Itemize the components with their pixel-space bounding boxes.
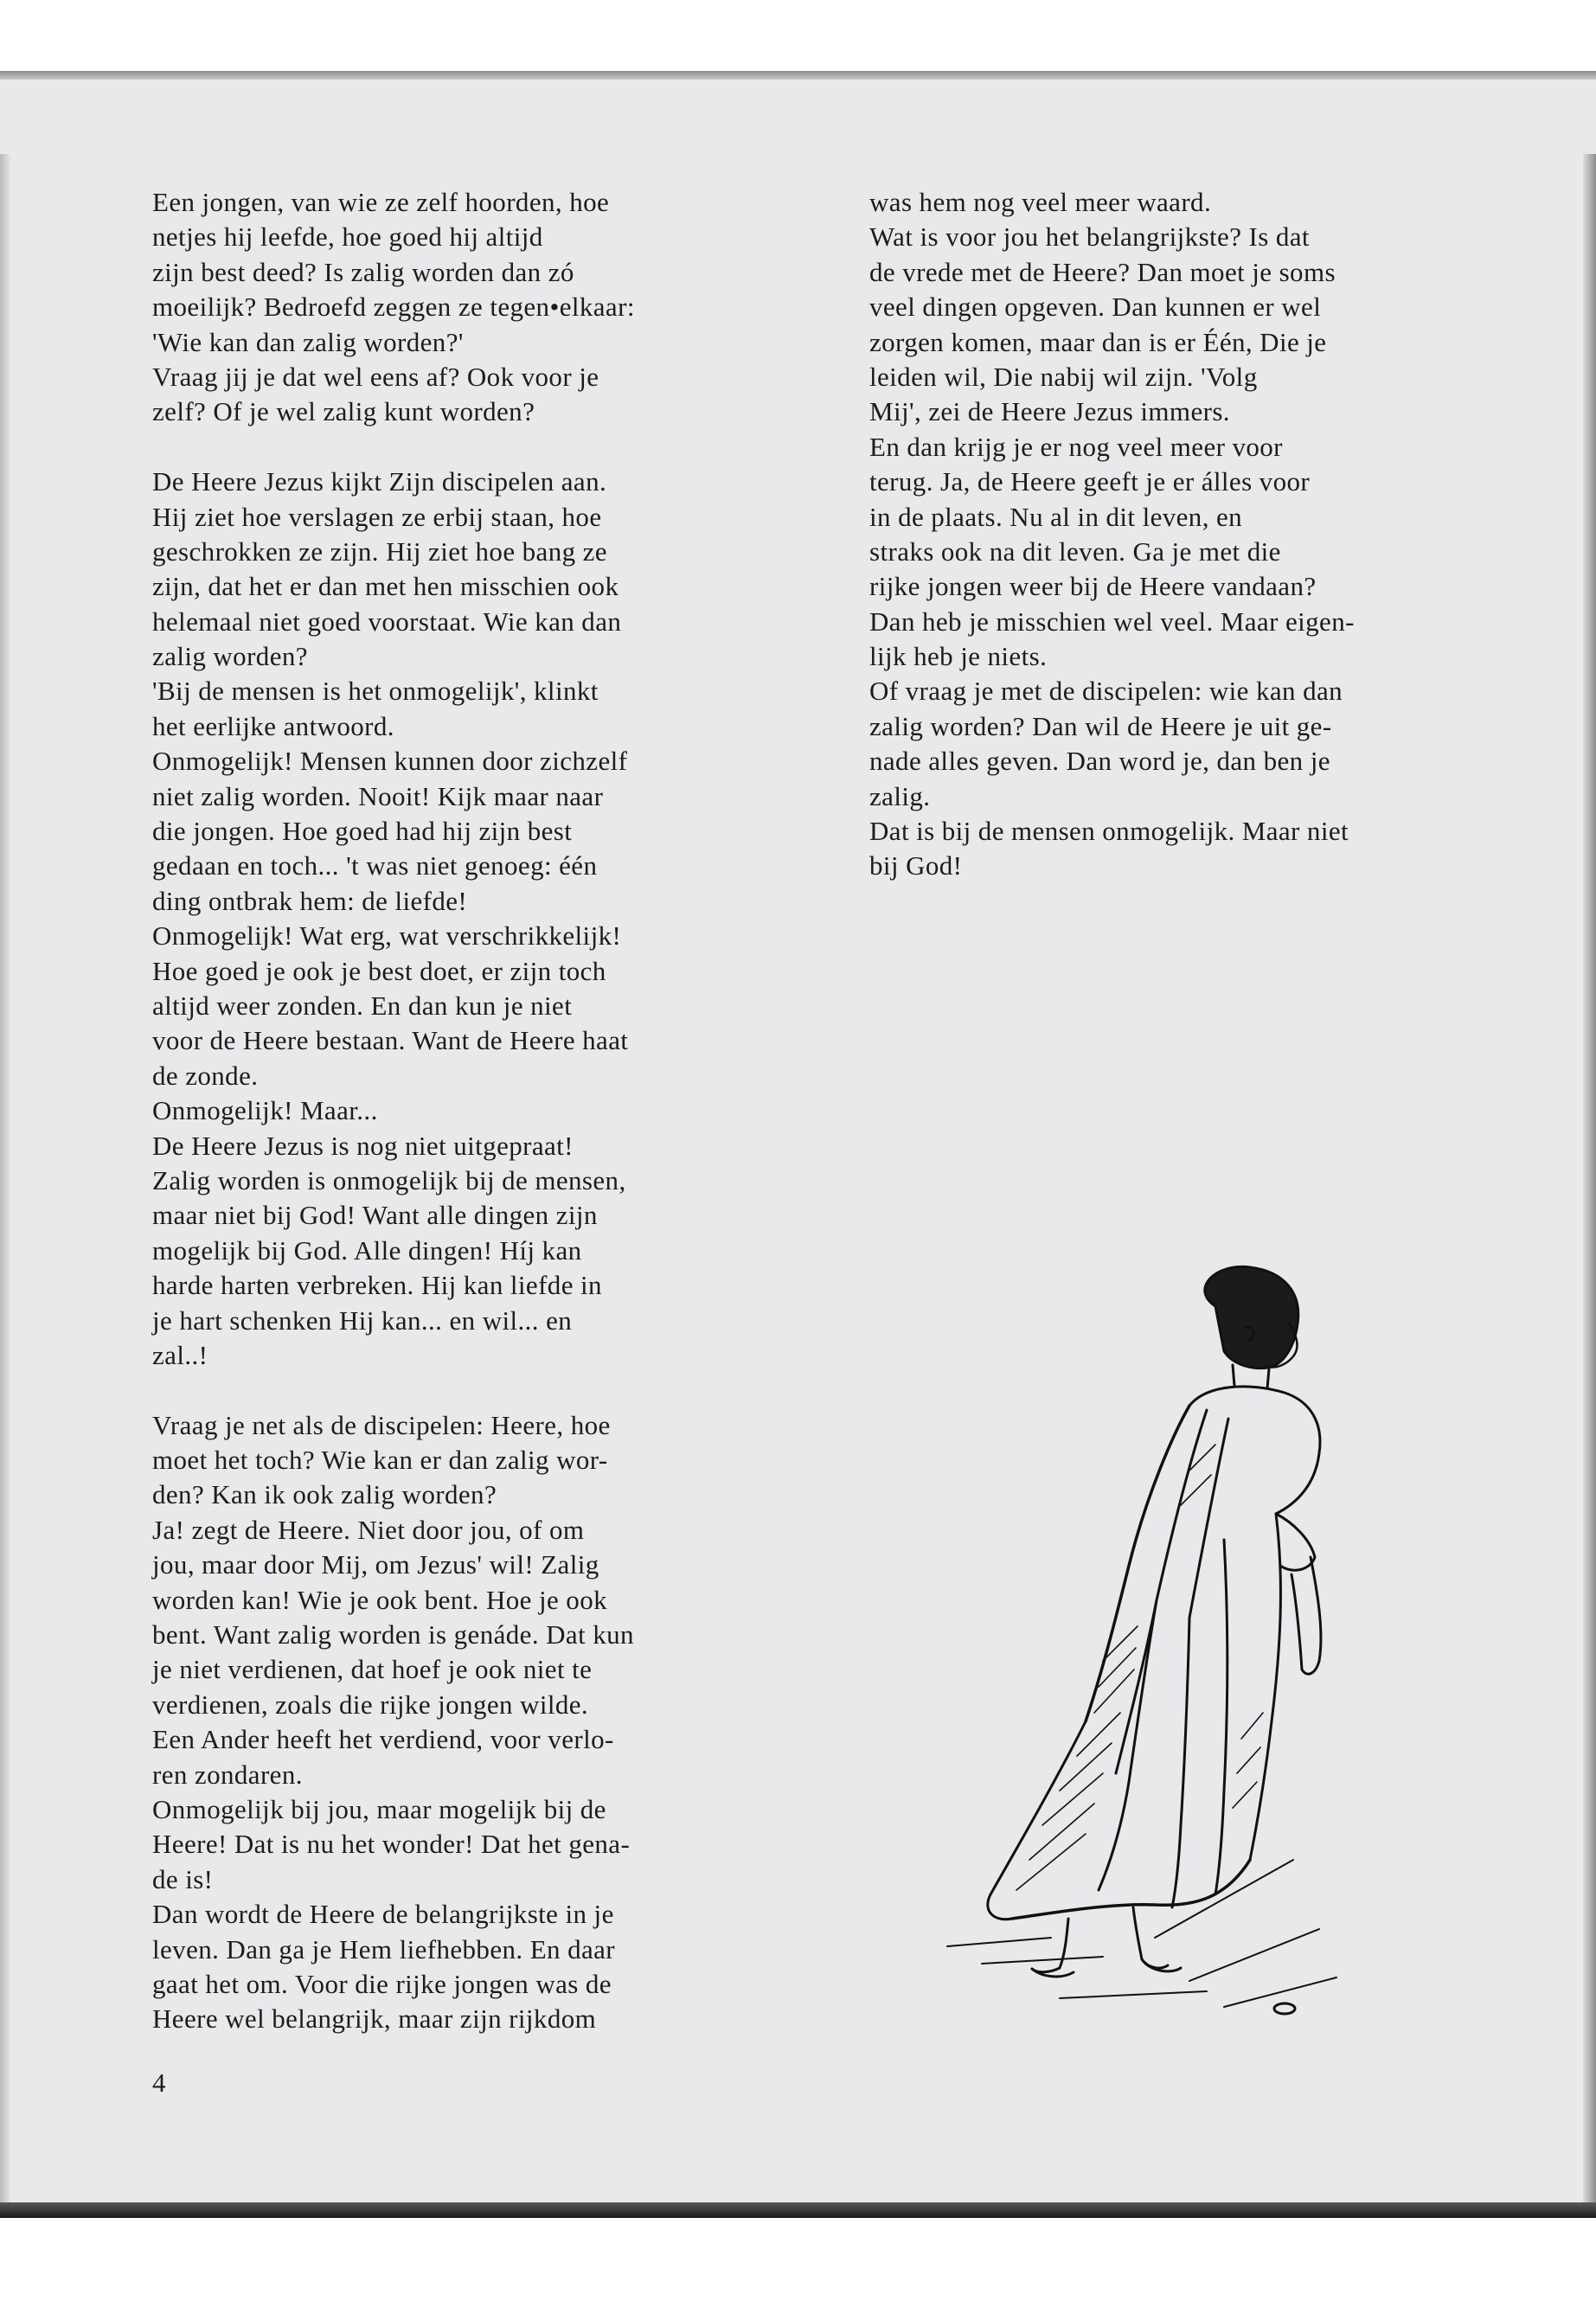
text-line: zijn, dat het er dan met hen misschien ook	[152, 571, 619, 602]
paragraph-gap	[152, 1373, 810, 1407]
text-line: helemaal niet goed voorstaat. Wie kan dan	[152, 606, 622, 637]
text-line: Onmogelijk bij jou, maar mogelijk bij de	[152, 1793, 606, 1824]
text-line: geschrokken ze zijn. Hij ziet hoe bang ze	[152, 535, 607, 567]
right-arm	[1292, 1557, 1321, 1674]
text-line: zalig.	[869, 780, 931, 811]
text-line: die jongen. Hoe goed had hij zijn best	[152, 816, 573, 847]
text-line: leven. Dan ga je Hem liefhebben. En daar	[152, 1933, 616, 1965]
robe-fold-4	[1172, 1618, 1189, 1907]
text-line: gedaan en toch... 't was niet genoeg: één	[152, 850, 598, 881]
page-number: 4	[152, 2067, 166, 2098]
paragraph-gap	[152, 430, 810, 465]
text-line: altijd weer zonden. En dan kun je niet	[152, 990, 573, 1021]
right-text-column	[869, 185, 1527, 884]
text-line: Hij ziet hoe verslagen ze erbij staan, hoe	[152, 501, 602, 532]
text-line: bij God!	[869, 850, 963, 881]
text-line: de zonde.	[152, 1060, 259, 1091]
text-line: je niet verdienen, dat hoef je ook niet te	[152, 1654, 593, 1685]
text-line: nade alles geven. Dan word je, dan ben je	[869, 746, 1330, 777]
text-line: moeilijk? Bedroefd zeggen ze tegen•elkaar:	[152, 292, 635, 323]
text-line: was hem nog veel meer waard.	[869, 187, 1212, 217]
text-line: Heere! Dat is nu het wonder! Dat het gena-	[152, 1829, 631, 1860]
text-line: netjes hij leefde, hoe goed hij altijd	[152, 221, 543, 253]
text-line: straks ook na dit leven. Ga je met die	[869, 535, 1281, 567]
text-line: Onmogelijk! Maar...	[152, 1095, 378, 1126]
right-leg	[1133, 1907, 1168, 1968]
text-line: De Heere Jezus is nog niet uitgepraat!	[152, 1130, 574, 1161]
text-line: zelf? Of je wel zalig kunt worden?	[152, 396, 535, 427]
text-line: terug. Ja, de Heere geeft je er álles voor	[869, 466, 1311, 497]
text-line: Een Ander heeft het verdiend, voor verlo-	[152, 1724, 614, 1755]
text-line: Mij', zei de Heere Jezus immers.	[869, 396, 1230, 427]
robe-hatching	[1016, 1445, 1263, 1890]
text-line: jou, maar door Mij, om Jezus' wil! Zalig	[152, 1549, 599, 1580]
text-line: de is!	[152, 1863, 214, 1894]
text-line: ren zondaren.	[152, 1759, 303, 1790]
text-line: voor de Heere bestaan. Want de Heere haat	[152, 1025, 629, 1056]
right-foot	[1142, 1959, 1181, 1971]
page-right-edge	[1583, 154, 1596, 2218]
text-line: leiden wil, Die nabij wil zijn. 'Volg	[869, 361, 1258, 392]
scan-bottom-margin	[0, 2218, 1596, 2301]
text-line: Wat is voor jou het belangrijkste? Is dat	[869, 221, 1310, 253]
robe-fold-5	[1215, 1540, 1227, 1894]
text-line: veel dingen opgeven. Dan kunnen er wel	[869, 292, 1322, 323]
walking-man-illustration	[930, 1254, 1380, 2016]
text-line: Zalig worden is onmogelijk bij de mensen,	[152, 1164, 626, 1195]
head-outline	[1205, 1266, 1298, 1368]
text-line: niet zalig worden. Nooit! Kijk maar naar	[152, 780, 604, 811]
text-line: je hart schenken Hij kan... en wil... en	[152, 1304, 573, 1336]
text-line: En dan krijg je er nog veel meer voor	[869, 431, 1283, 462]
ground-strokes	[947, 1860, 1336, 2007]
text-line: de vrede met de Heere? Dan moet je soms	[869, 256, 1336, 287]
text-line: Onmogelijk! Wat erg, wat verschrikkelijk!	[152, 920, 622, 952]
text-line: maar niet bij God! Want alle dingen zijn	[152, 1200, 598, 1231]
left-text-column	[152, 185, 810, 2037]
text-line: den? Kan ik ook zalig worden?	[152, 1479, 497, 1510]
text-line: Heere wel belangrijk, maar zijn rijkdom	[152, 2003, 597, 2035]
text-line: Of vraag je met de discipelen: wie kan dan	[869, 676, 1343, 707]
text-line: zorgen komen, maar dan is er Één, Die je	[869, 326, 1327, 357]
sleeve	[1276, 1514, 1315, 1570]
text-line: Vraag je net als de discipelen: Heere, hoe	[152, 1409, 611, 1440]
robe-left-edge	[988, 1721, 1086, 1920]
toga-shoulder-drape	[1086, 1406, 1189, 1721]
text-line: worden kan! Wie je ook bent. Hoe je ook	[152, 1584, 607, 1615]
text-line: De Heere Jezus kijkt Zijn discipelen aan.	[152, 466, 607, 497]
page-top-edge	[0, 71, 1596, 80]
text-line: Onmogelijk! Mensen kunnen door zichzelf	[152, 746, 628, 777]
text-line: ding ontbrak hem: de liefde!	[152, 885, 468, 916]
text-line: Ja! zegt de Heere. Niet door jou, of om	[152, 1514, 585, 1545]
text-line: het eerlijke antwoord.	[152, 710, 394, 741]
text-line: bent. Want zalig worden is genáde. Dat kun	[152, 1619, 634, 1650]
text-line: Dan wordt de Heere de belangrijkste in je	[152, 1899, 614, 1930]
pebble	[1274, 2003, 1295, 2014]
robe-hem	[1012, 1860, 1250, 1919]
robe-right-edge	[1250, 1514, 1280, 1860]
text-line: lijk heb je niets.	[869, 641, 1048, 672]
scan-top-margin	[0, 0, 1596, 74]
page-left-edge	[0, 154, 10, 2218]
text-line: Dan heb je misschien wel veel. Maar eigen-	[869, 606, 1355, 637]
text-line: harde harten verbreken. Hij kan liefde in	[152, 1270, 602, 1301]
text-line: Dat is bij de mensen onmogelijk. Maar niet	[869, 816, 1349, 847]
text-line: verdienen, zoals die rijke jongen wilde.	[152, 1689, 589, 1720]
text-line: Vraag jij je dat wel eens af? Ook voor je	[152, 361, 599, 392]
text-line: 'Wie kan dan zalig worden?'	[152, 326, 464, 357]
text-line: zalig worden? Dan wil de Heere je uit ge-	[869, 710, 1332, 741]
text-line: gaat het om. Voor die rijke jongen was de	[152, 1968, 612, 1999]
text-line: Een jongen, van wie ze zelf hoorden, hoe	[152, 187, 610, 217]
text-line: zal..!	[152, 1339, 208, 1370]
text-line: 'Bij de mensen is het onmogelijk', klinkt	[152, 676, 599, 707]
left-leg	[1032, 1919, 1068, 1972]
text-line: zijn best deed? Is zalig worden dan zó	[152, 256, 574, 287]
text-line: zalig worden?	[152, 641, 308, 672]
text-line: in de plaats. Nu al in dit leven, en	[869, 501, 1243, 532]
text-line: moet het toch? Wie kan er dan zalig wor-	[152, 1445, 608, 1476]
text-line: Hoe goed je ook je best doet, er zijn toch	[152, 955, 606, 986]
text-line: mogelijk bij God. Alle dingen! Híj kan	[152, 1234, 582, 1266]
text-line: rijke jongen weer bij de Heere vandaan?	[869, 571, 1317, 602]
